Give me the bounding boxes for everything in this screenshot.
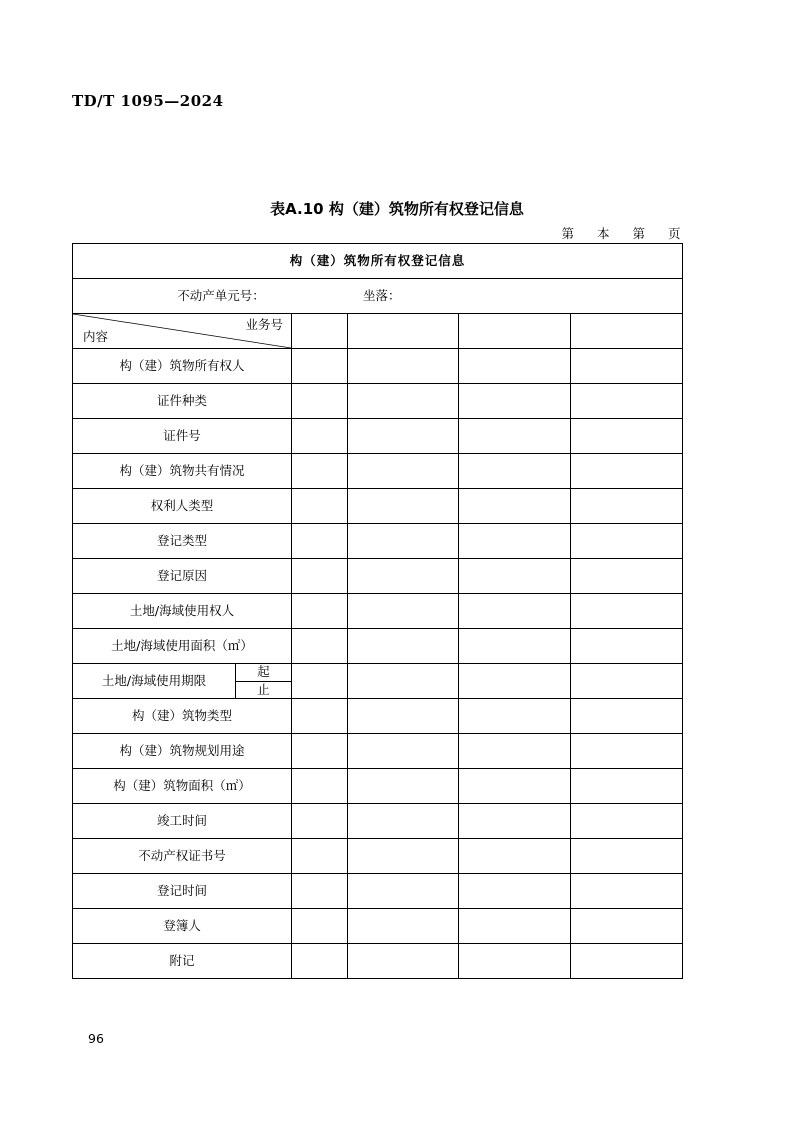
value-cell[interactable]	[348, 314, 459, 349]
value-cell[interactable]	[459, 804, 571, 839]
value-cell[interactable]	[292, 944, 348, 979]
standard-code: TD/T 1095—2024	[72, 92, 224, 110]
table-row	[73, 769, 683, 804]
value-cell[interactable]	[571, 804, 683, 839]
row-label: 土地/海域使用面积（㎡）	[73, 629, 292, 664]
table-row	[73, 489, 683, 524]
corner-top-right-label: 业务号	[245, 317, 283, 332]
value-cell[interactable]	[571, 664, 683, 699]
value-cell[interactable]	[348, 664, 459, 699]
value-cell[interactable]	[292, 314, 348, 349]
footer-page-number: 96	[88, 1031, 104, 1046]
value-cell[interactable]	[571, 699, 683, 734]
table-row	[73, 349, 683, 384]
value-cell[interactable]	[459, 839, 571, 874]
value-cell[interactable]	[459, 454, 571, 489]
value-cell[interactable]	[571, 314, 683, 349]
term-split-cell	[236, 664, 292, 699]
value-cell[interactable]	[348, 349, 459, 384]
value-cell[interactable]	[292, 629, 348, 664]
value-cell[interactable]	[571, 524, 683, 559]
row-label: 登记类型	[73, 524, 292, 559]
row-label: 构（建）筑物规划用途	[73, 734, 292, 769]
value-cell[interactable]	[459, 419, 571, 454]
table-row	[73, 629, 683, 664]
value-cell[interactable]	[571, 349, 683, 384]
unit-and-location-cell	[73, 279, 683, 314]
row-label: 构（建）筑物类型	[73, 699, 292, 734]
value-cell[interactable]	[292, 769, 348, 804]
table-row	[73, 454, 683, 489]
value-cell[interactable]	[292, 874, 348, 909]
value-cell[interactable]	[292, 804, 348, 839]
row-label: 土地/海域使用权人	[73, 594, 292, 629]
term-end-label: 止	[257, 681, 270, 697]
value-cell[interactable]	[292, 349, 348, 384]
value-cell[interactable]	[292, 524, 348, 559]
value-cell[interactable]	[348, 559, 459, 594]
value-cell[interactable]	[459, 559, 571, 594]
value-cell[interactable]	[571, 629, 683, 664]
value-cell[interactable]	[459, 944, 571, 979]
value-cell[interactable]	[292, 454, 348, 489]
table-row	[73, 874, 683, 909]
value-cell[interactable]	[571, 769, 683, 804]
row-label: 权利人类型	[73, 489, 292, 524]
value-cell[interactable]	[348, 944, 459, 979]
value-cell[interactable]	[292, 419, 348, 454]
row-label: 构（建）筑物共有情况	[73, 454, 292, 489]
value-cell[interactable]	[459, 384, 571, 419]
row-label: 证件号	[73, 419, 292, 454]
value-cell[interactable]	[348, 629, 459, 664]
table-row	[73, 734, 683, 769]
value-cell[interactable]	[571, 384, 683, 419]
value-cell[interactable]	[348, 699, 459, 734]
value-cell[interactable]	[459, 314, 571, 349]
page-marker-label-2: 本	[596, 226, 610, 241]
value-cell[interactable]	[348, 594, 459, 629]
form-title: 构（建）筑物所有权登记信息	[73, 244, 683, 279]
value-cell[interactable]	[571, 734, 683, 769]
row-label: 土地/海域使用期限	[73, 664, 236, 699]
registration-form-table	[72, 243, 683, 979]
row-label: 登簿人	[73, 909, 292, 944]
value-cell[interactable]	[292, 909, 348, 944]
value-cell[interactable]	[459, 524, 571, 559]
value-cell[interactable]	[292, 594, 348, 629]
value-cell[interactable]	[292, 489, 348, 524]
table-row	[73, 839, 683, 874]
value-cell[interactable]	[292, 734, 348, 769]
value-cell[interactable]	[571, 419, 683, 454]
row-label: 构（建）筑物所有权人	[73, 349, 292, 384]
page-marker	[561, 224, 681, 242]
value-cell[interactable]	[348, 489, 459, 524]
value-cell[interactable]	[571, 874, 683, 909]
corner-header-cell	[73, 314, 292, 349]
value-cell[interactable]	[459, 769, 571, 804]
value-cell[interactable]	[459, 594, 571, 629]
value-cell[interactable]	[459, 629, 571, 664]
table-row-term	[73, 664, 683, 699]
value-cell[interactable]	[459, 909, 571, 944]
value-cell[interactable]	[571, 559, 683, 594]
value-cell[interactable]	[571, 909, 683, 944]
value-cell[interactable]	[348, 384, 459, 419]
value-cell[interactable]	[459, 699, 571, 734]
term-start-label: 起	[236, 664, 291, 682]
value-cell[interactable]	[292, 559, 348, 594]
value-cell[interactable]	[348, 454, 459, 489]
row-label: 附记	[73, 944, 292, 979]
value-cell[interactable]	[348, 524, 459, 559]
value-cell[interactable]	[571, 944, 683, 979]
table-row	[73, 384, 683, 419]
value-cell[interactable]	[348, 804, 459, 839]
row-label: 构（建）筑物面积（㎡）	[73, 769, 292, 804]
value-cell[interactable]	[459, 664, 571, 699]
table-row	[73, 419, 683, 454]
value-cell[interactable]	[292, 384, 348, 419]
table-row-title	[73, 244, 683, 279]
value-cell[interactable]	[571, 594, 683, 629]
table-row	[73, 559, 683, 594]
value-cell[interactable]	[459, 874, 571, 909]
table-row	[73, 594, 683, 629]
value-cell[interactable]	[459, 349, 571, 384]
table-caption: 表A.10 构（建）筑物所有权登记信息	[270, 200, 524, 218]
row-label: 不动产权证书号	[73, 839, 292, 874]
table-row	[73, 699, 683, 734]
page-marker-label-4: 页	[667, 226, 681, 241]
value-cell[interactable]	[459, 489, 571, 524]
value-cell[interactable]	[348, 734, 459, 769]
table-row	[73, 909, 683, 944]
value-cell[interactable]	[459, 734, 571, 769]
location-label: 坐落：	[363, 288, 401, 304]
table-row-corner-header	[73, 314, 683, 349]
table-row	[73, 524, 683, 559]
row-label: 证件种类	[73, 384, 292, 419]
row-label: 登记原因	[73, 559, 292, 594]
value-cell[interactable]	[292, 699, 348, 734]
row-label: 登记时间	[73, 874, 292, 909]
value-cell[interactable]	[348, 909, 459, 944]
page-marker-label-1: 第	[561, 226, 575, 241]
table-row-unit	[73, 279, 683, 314]
page-marker-label-3: 第	[632, 226, 646, 241]
value-cell[interactable]	[571, 489, 683, 524]
corner-bottom-left-label: 内容	[83, 329, 109, 345]
value-cell[interactable]	[571, 454, 683, 489]
value-cell[interactable]	[348, 419, 459, 454]
unit-number-label: 不动产单元号：	[177, 288, 265, 304]
table-row	[73, 804, 683, 839]
value-cell[interactable]	[571, 839, 683, 874]
row-label: 竣工时间	[73, 804, 292, 839]
value-cell[interactable]	[348, 874, 459, 909]
value-cell[interactable]	[292, 664, 348, 699]
value-cell[interactable]	[292, 839, 348, 874]
value-cell[interactable]	[348, 769, 459, 804]
value-cell[interactable]	[348, 839, 459, 874]
table-row-appendix	[73, 944, 683, 979]
